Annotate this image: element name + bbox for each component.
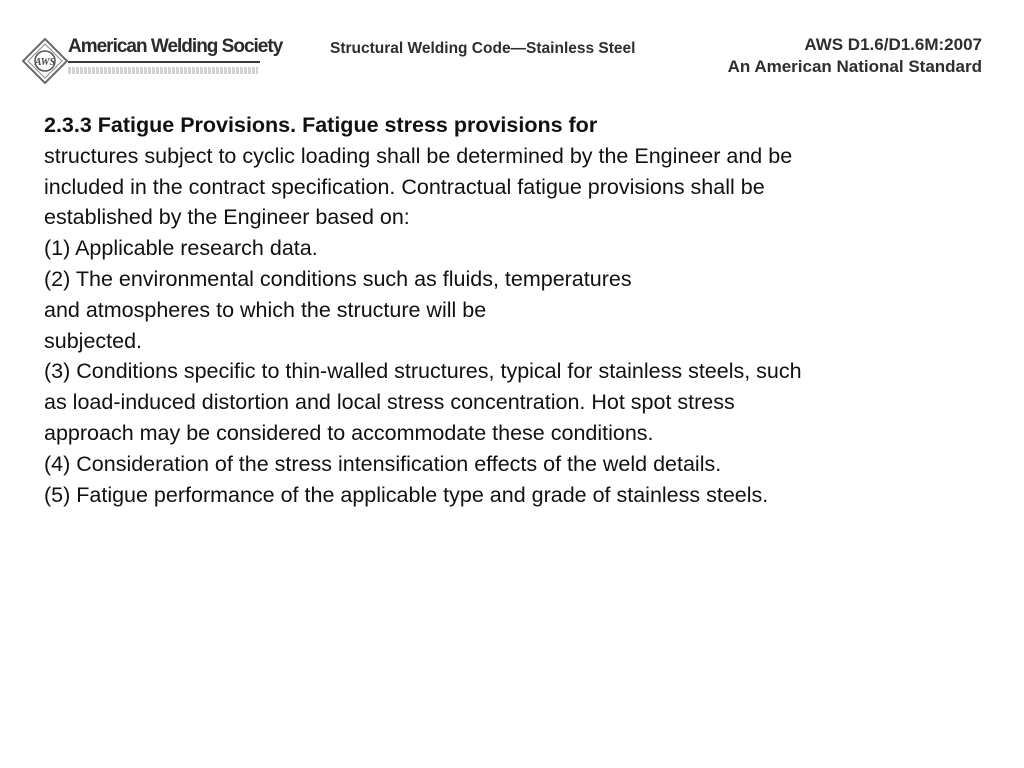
list-item-2-continued: and atmospheres to which the structure will be [44, 297, 487, 322]
list-item-2: (2) The environmental conditions such as fluids, temperatures [44, 266, 632, 291]
standard-label: An American National Standard [727, 57, 982, 76]
list-item-3: (3) Conditions specific to thin-walled structures, typical for stainless steels, such [44, 359, 802, 384]
organization-name: American Welding Society [68, 36, 283, 57]
list-item-4: (4) Consideration of the stress intensification effects of the weld details. [44, 451, 722, 476]
section-heading-line: 2.3.3 Fatigue Provisions. Fatigue stress provisions for [44, 113, 598, 137]
organization-tagline-blur [68, 67, 258, 74]
list-item-1: (1) Applicable research data. [44, 236, 318, 261]
body-text-line: included in the contract specification. Contractual fatigue provisions shall be [44, 174, 765, 199]
list-item-2-continued: subjected. [44, 328, 143, 353]
logo-monogram: AWS [34, 57, 56, 68]
standard-code: AWS D1.6/D1.6M:2007 [804, 35, 982, 54]
aws-diamond-logo-icon [22, 38, 68, 84]
list-item-5: (5) Fatigue performance of the applicable type and grade of stainless steels. [44, 482, 769, 507]
organization-underline [68, 61, 260, 63]
body-text-line: established by the Engineer based on: [44, 205, 410, 230]
aws-logo [22, 36, 283, 88]
standard-designation [728, 34, 982, 78]
list-item-3-continued: approach may be considered to accommodate these conditions. [44, 420, 654, 445]
page-header [0, 0, 1024, 100]
section-body [44, 110, 974, 510]
list-item-3-continued: as load-induced distortion and local stress concentration. Hot spot stress [44, 390, 735, 415]
body-text-line: structures subject to cyclic loading shall be determined by the Engineer and be [44, 143, 793, 168]
document-title: Structural Welding Code—Stainless Steel [330, 40, 636, 57]
